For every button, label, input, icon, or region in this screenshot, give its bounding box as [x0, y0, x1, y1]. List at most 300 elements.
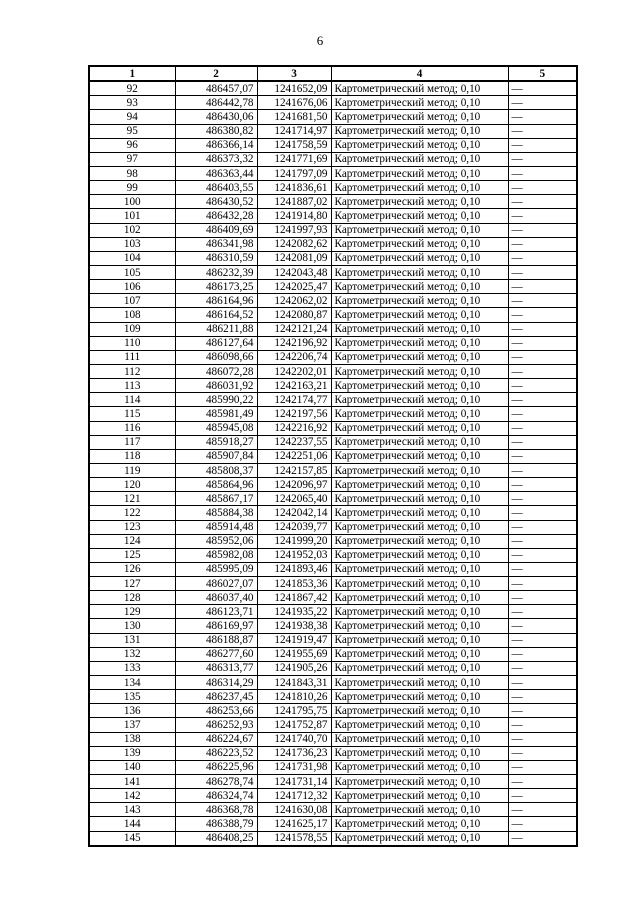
method-cell: Картометрический метод; 0,10 [331, 746, 508, 760]
x-coordinate-cell: 486211,88 [175, 322, 257, 336]
table-row [89, 265, 577, 279]
point-number-cell: 137 [89, 718, 175, 732]
description-cell: — [508, 223, 577, 237]
method-cell: Картометрический метод; 0,10 [331, 166, 508, 180]
y-coordinate-cell: 1241919,47 [257, 633, 331, 647]
x-coordinate-cell: 486225,96 [175, 760, 257, 774]
table-row [89, 124, 577, 138]
point-number-cell: 106 [89, 280, 175, 294]
table-row [89, 647, 577, 661]
method-cell: Картометрический метод; 0,10 [331, 421, 508, 435]
point-number-cell: 122 [89, 506, 175, 520]
x-coordinate-cell: 486380,82 [175, 124, 257, 138]
method-cell: Картометрический метод; 0,10 [331, 294, 508, 308]
method-cell: Картометрический метод; 0,10 [331, 280, 508, 294]
point-number-cell: 141 [89, 775, 175, 789]
y-coordinate-cell: 1241578,55 [257, 831, 331, 846]
method-cell: Картометрический метод; 0,10 [331, 520, 508, 534]
y-coordinate-cell: 1241938,38 [257, 619, 331, 633]
point-number-cell: 130 [89, 619, 175, 633]
method-cell: Картометрический метод; 0,10 [331, 96, 508, 110]
table-row [89, 251, 577, 265]
point-number-cell: 114 [89, 393, 175, 407]
description-cell: — [508, 831, 577, 846]
description-cell: — [508, 308, 577, 322]
method-cell: Картометрический метод; 0,10 [331, 760, 508, 774]
point-number-cell: 113 [89, 379, 175, 393]
point-number-cell: 143 [89, 803, 175, 817]
x-coordinate-cell: 486164,52 [175, 308, 257, 322]
description-cell: — [508, 364, 577, 378]
x-coordinate-cell: 486408,25 [175, 831, 257, 846]
method-cell: Картометрический метод; 0,10 [331, 379, 508, 393]
description-cell: — [508, 492, 577, 506]
description-cell: — [508, 96, 577, 110]
method-cell: Картометрический метод; 0,10 [331, 350, 508, 364]
y-coordinate-cell: 1242163,21 [257, 379, 331, 393]
table-row [89, 506, 577, 520]
y-coordinate-cell: 1241952,03 [257, 548, 331, 562]
table-row [89, 619, 577, 633]
method-cell: Картометрический метод; 0,10 [331, 591, 508, 605]
table-row [89, 548, 577, 562]
description-cell: — [508, 520, 577, 534]
x-coordinate-cell: 486223,52 [175, 746, 257, 760]
method-cell: Картометрический метод; 0,10 [331, 817, 508, 831]
table-row [89, 379, 577, 393]
y-coordinate-cell: 1241652,09 [257, 81, 331, 96]
method-cell: Картометрический метод; 0,10 [331, 789, 508, 803]
table-row [89, 633, 577, 647]
table-row [89, 520, 577, 534]
y-coordinate-cell: 1242237,55 [257, 435, 331, 449]
table-row [89, 393, 577, 407]
description-cell: — [508, 237, 577, 251]
table-row [89, 81, 577, 96]
table-row [89, 421, 577, 435]
x-coordinate-cell: 486430,52 [175, 195, 257, 209]
x-coordinate-cell: 486363,44 [175, 166, 257, 180]
x-coordinate-cell: 486098,66 [175, 350, 257, 364]
y-coordinate-cell: 1241681,50 [257, 110, 331, 124]
method-cell: Картометрический метод; 0,10 [331, 534, 508, 548]
table-row [89, 562, 577, 576]
point-number-cell: 135 [89, 690, 175, 704]
point-number-cell: 128 [89, 591, 175, 605]
x-coordinate-cell: 486252,93 [175, 718, 257, 732]
table-row [89, 152, 577, 166]
point-number-cell: 112 [89, 364, 175, 378]
y-coordinate-cell: 1241914,80 [257, 209, 331, 223]
method-cell: Картометрический метод; 0,10 [331, 463, 508, 477]
y-coordinate-cell: 1241712,32 [257, 789, 331, 803]
y-coordinate-cell: 1241752,87 [257, 718, 331, 732]
y-coordinate-cell: 1241843,31 [257, 676, 331, 690]
method-cell: Картометрический метод; 0,10 [331, 647, 508, 661]
y-coordinate-cell: 1242197,56 [257, 407, 331, 421]
table-row [89, 435, 577, 449]
method-cell: Картометрический метод; 0,10 [331, 336, 508, 350]
table-row [89, 803, 577, 817]
table-row [89, 789, 577, 803]
point-number-cell: 139 [89, 746, 175, 760]
table-row [89, 831, 577, 846]
description-cell: — [508, 534, 577, 548]
y-coordinate-cell: 1241736,23 [257, 746, 331, 760]
x-coordinate-cell: 486313,77 [175, 661, 257, 675]
method-cell: Картометрический метод; 0,10 [331, 195, 508, 209]
method-cell: Картометрический метод; 0,10 [331, 676, 508, 690]
method-cell: Картометрический метод; 0,10 [331, 661, 508, 675]
table-row [89, 591, 577, 605]
description-cell: — [508, 449, 577, 463]
point-number-cell: 124 [89, 534, 175, 548]
method-cell: Картометрический метод; 0,10 [331, 81, 508, 96]
description-cell: — [508, 209, 577, 223]
y-coordinate-cell: 1241935,22 [257, 605, 331, 619]
description-cell: — [508, 195, 577, 209]
x-coordinate-cell: 485867,17 [175, 492, 257, 506]
table-row [89, 817, 577, 831]
method-cell: Картометрический метод; 0,10 [331, 223, 508, 237]
x-coordinate-cell: 486432,28 [175, 209, 257, 223]
point-number-cell: 127 [89, 577, 175, 591]
point-number-cell: 129 [89, 605, 175, 619]
x-coordinate-cell: 486164,96 [175, 294, 257, 308]
y-coordinate-cell: 1241795,75 [257, 704, 331, 718]
x-coordinate-cell: 485990,22 [175, 393, 257, 407]
x-coordinate-cell: 486314,29 [175, 676, 257, 690]
method-cell: Картометрический метод; 0,10 [331, 407, 508, 421]
table-row [89, 690, 577, 704]
x-coordinate-cell: 486253,66 [175, 704, 257, 718]
table-row [89, 110, 577, 124]
y-coordinate-cell: 1241676,06 [257, 96, 331, 110]
y-coordinate-cell: 1242157,85 [257, 463, 331, 477]
description-cell: — [508, 251, 577, 265]
method-cell: Картометрический метод; 0,10 [331, 619, 508, 633]
y-coordinate-cell: 1241714,97 [257, 124, 331, 138]
point-number-cell: 138 [89, 732, 175, 746]
point-number-cell: 110 [89, 336, 175, 350]
y-coordinate-cell: 1242121,24 [257, 322, 331, 336]
method-cell: Картометрический метод; 0,10 [331, 732, 508, 746]
method-cell: Картометрический метод; 0,10 [331, 704, 508, 718]
table-row [89, 138, 577, 152]
method-cell: Картометрический метод; 0,10 [331, 308, 508, 322]
x-coordinate-cell: 486127,64 [175, 336, 257, 350]
coordinates-table [88, 65, 578, 847]
y-coordinate-cell: 1242174,77 [257, 393, 331, 407]
y-coordinate-cell: 1241810,26 [257, 690, 331, 704]
x-coordinate-cell: 486188,87 [175, 633, 257, 647]
table-row [89, 577, 577, 591]
method-cell: Картометрический метод; 0,10 [331, 181, 508, 195]
y-coordinate-cell: 1242039,77 [257, 520, 331, 534]
y-coordinate-cell: 1241999,20 [257, 534, 331, 548]
method-cell: Картометрический метод; 0,10 [331, 322, 508, 336]
point-number-cell: 145 [89, 831, 175, 846]
description-cell: — [508, 124, 577, 138]
description-cell: — [508, 336, 577, 350]
y-coordinate-cell: 1241887,02 [257, 195, 331, 209]
table-row [89, 534, 577, 548]
y-coordinate-cell: 1242043,48 [257, 265, 331, 279]
x-coordinate-cell: 485864,96 [175, 478, 257, 492]
x-coordinate-cell: 486224,67 [175, 732, 257, 746]
x-coordinate-cell: 486232,39 [175, 265, 257, 279]
y-coordinate-cell: 1241731,14 [257, 775, 331, 789]
point-number-cell: 116 [89, 421, 175, 435]
point-number-cell: 100 [89, 195, 175, 209]
point-number-cell: 105 [89, 265, 175, 279]
method-cell: Картометрический метод; 0,10 [331, 152, 508, 166]
description-cell: — [508, 690, 577, 704]
header-row [89, 66, 577, 81]
table-row [89, 760, 577, 774]
table-row [89, 676, 577, 690]
y-coordinate-cell: 1241836,61 [257, 181, 331, 195]
y-coordinate-cell: 1242216,92 [257, 421, 331, 435]
x-coordinate-cell: 486366,14 [175, 138, 257, 152]
column-header-point-number: 1 [89, 66, 175, 81]
x-coordinate-cell: 486430,06 [175, 110, 257, 124]
table-row [89, 336, 577, 350]
point-number-cell: 98 [89, 166, 175, 180]
description-cell: — [508, 506, 577, 520]
x-coordinate-cell: 486169,97 [175, 619, 257, 633]
description-cell: — [508, 478, 577, 492]
description-cell: — [508, 591, 577, 605]
point-number-cell: 144 [89, 817, 175, 831]
description-cell: — [508, 294, 577, 308]
description-cell: — [508, 562, 577, 576]
y-coordinate-cell: 1242196,92 [257, 336, 331, 350]
y-coordinate-cell: 1241758,59 [257, 138, 331, 152]
x-coordinate-cell: 485808,37 [175, 463, 257, 477]
y-coordinate-cell: 1241797,09 [257, 166, 331, 180]
table-row [89, 181, 577, 195]
description-cell: — [508, 661, 577, 675]
description-cell: — [508, 760, 577, 774]
x-coordinate-cell: 486031,92 [175, 379, 257, 393]
x-coordinate-cell: 485884,38 [175, 506, 257, 520]
method-cell: Картометрический метод; 0,10 [331, 124, 508, 138]
method-cell: Картометрический метод; 0,10 [331, 690, 508, 704]
point-number-cell: 99 [89, 181, 175, 195]
table-header [89, 66, 577, 81]
method-cell: Картометрический метод; 0,10 [331, 435, 508, 449]
method-cell: Картометрический метод; 0,10 [331, 803, 508, 817]
y-coordinate-cell: 1242251,06 [257, 449, 331, 463]
point-number-cell: 108 [89, 308, 175, 322]
table-row [89, 322, 577, 336]
table-body [89, 81, 577, 846]
description-cell: — [508, 407, 577, 421]
x-coordinate-cell: 486373,32 [175, 152, 257, 166]
point-number-cell: 123 [89, 520, 175, 534]
point-number-cell: 111 [89, 350, 175, 364]
method-cell: Картометрический метод; 0,10 [331, 548, 508, 562]
description-cell: — [508, 166, 577, 180]
x-coordinate-cell: 485981,49 [175, 407, 257, 421]
description-cell: — [508, 548, 577, 562]
y-coordinate-cell: 1241731,98 [257, 760, 331, 774]
x-coordinate-cell: 486237,45 [175, 690, 257, 704]
x-coordinate-cell: 486442,78 [175, 96, 257, 110]
point-number-cell: 93 [89, 96, 175, 110]
point-number-cell: 109 [89, 322, 175, 336]
table-row [89, 237, 577, 251]
y-coordinate-cell: 1241630,08 [257, 803, 331, 817]
description-cell: — [508, 647, 577, 661]
description-cell: — [508, 138, 577, 152]
method-cell: Картометрический метод; 0,10 [331, 209, 508, 223]
method-cell: Картометрический метод; 0,10 [331, 562, 508, 576]
description-cell: — [508, 619, 577, 633]
description-cell: — [508, 676, 577, 690]
table-row [89, 661, 577, 675]
y-coordinate-cell: 1242082,62 [257, 237, 331, 251]
table-row [89, 223, 577, 237]
x-coordinate-cell: 486403,55 [175, 181, 257, 195]
x-coordinate-cell: 486457,07 [175, 81, 257, 96]
method-cell: Картометрический метод; 0,10 [331, 265, 508, 279]
table-row [89, 463, 577, 477]
point-number-cell: 136 [89, 704, 175, 718]
table-row [89, 195, 577, 209]
point-number-cell: 107 [89, 294, 175, 308]
column-header-method: 4 [331, 66, 508, 81]
method-cell: Картометрический метод; 0,10 [331, 775, 508, 789]
column-header-description: 5 [508, 66, 577, 81]
y-coordinate-cell: 1242080,87 [257, 308, 331, 322]
description-cell: — [508, 718, 577, 732]
point-number-cell: 103 [89, 237, 175, 251]
table-row [89, 308, 577, 322]
table-row [89, 492, 577, 506]
y-coordinate-cell: 1241853,36 [257, 577, 331, 591]
description-cell: — [508, 775, 577, 789]
y-coordinate-cell: 1242065,40 [257, 492, 331, 506]
point-number-cell: 142 [89, 789, 175, 803]
method-cell: Картометрический метод; 0,10 [331, 577, 508, 591]
y-coordinate-cell: 1242062,02 [257, 294, 331, 308]
point-number-cell: 95 [89, 124, 175, 138]
method-cell: Картометрический метод; 0,10 [331, 478, 508, 492]
method-cell: Картометрический метод; 0,10 [331, 364, 508, 378]
table-row [89, 449, 577, 463]
x-coordinate-cell: 486409,69 [175, 223, 257, 237]
x-coordinate-cell: 485982,08 [175, 548, 257, 562]
description-cell: — [508, 81, 577, 96]
description-cell: — [508, 379, 577, 393]
x-coordinate-cell: 485952,06 [175, 534, 257, 548]
description-cell: — [508, 393, 577, 407]
x-coordinate-cell: 485995,09 [175, 562, 257, 576]
method-cell: Картометрический метод; 0,10 [331, 718, 508, 732]
table-row [89, 96, 577, 110]
method-cell: Картометрический метод; 0,10 [331, 110, 508, 124]
x-coordinate-cell: 486072,28 [175, 364, 257, 378]
method-cell: Картометрический метод; 0,10 [331, 393, 508, 407]
x-coordinate-cell: 485914,48 [175, 520, 257, 534]
point-number-cell: 117 [89, 435, 175, 449]
y-coordinate-cell: 1241625,17 [257, 817, 331, 831]
column-header-y: 3 [257, 66, 331, 81]
method-cell: Картометрический метод; 0,10 [331, 138, 508, 152]
table-row [89, 294, 577, 308]
description-cell: — [508, 577, 577, 591]
point-number-cell: 102 [89, 223, 175, 237]
x-coordinate-cell: 486324,74 [175, 789, 257, 803]
description-cell: — [508, 435, 577, 449]
method-cell: Картометрический метод; 0,10 [331, 251, 508, 265]
point-number-cell: 140 [89, 760, 175, 774]
y-coordinate-cell: 1241997,93 [257, 223, 331, 237]
y-coordinate-cell: 1242081,09 [257, 251, 331, 265]
description-cell: — [508, 280, 577, 294]
table-row [89, 478, 577, 492]
method-cell: Картометрический метод; 0,10 [331, 831, 508, 846]
description-cell: — [508, 704, 577, 718]
description-cell: — [508, 633, 577, 647]
point-number-cell: 132 [89, 647, 175, 661]
point-number-cell: 104 [89, 251, 175, 265]
description-cell: — [508, 463, 577, 477]
point-number-cell: 126 [89, 562, 175, 576]
table-row [89, 209, 577, 223]
x-coordinate-cell: 486341,98 [175, 237, 257, 251]
y-coordinate-cell: 1242206,74 [257, 350, 331, 364]
table-row [89, 775, 577, 789]
table-row [89, 407, 577, 421]
description-cell: — [508, 152, 577, 166]
table-row [89, 350, 577, 364]
description-cell: — [508, 746, 577, 760]
point-number-cell: 119 [89, 463, 175, 477]
x-coordinate-cell: 486123,71 [175, 605, 257, 619]
point-number-cell: 97 [89, 152, 175, 166]
x-coordinate-cell: 486310,59 [175, 251, 257, 265]
point-number-cell: 120 [89, 478, 175, 492]
point-number-cell: 121 [89, 492, 175, 506]
method-cell: Картометрический метод; 0,10 [331, 492, 508, 506]
method-cell: Картометрический метод; 0,10 [331, 506, 508, 520]
x-coordinate-cell: 486368,78 [175, 803, 257, 817]
y-coordinate-cell: 1242042,14 [257, 506, 331, 520]
point-number-cell: 115 [89, 407, 175, 421]
page-number: 6 [316, 33, 324, 48]
description-cell: — [508, 817, 577, 831]
description-cell: — [508, 803, 577, 817]
description-cell: — [508, 789, 577, 803]
description-cell: — [508, 350, 577, 364]
y-coordinate-cell: 1242025,47 [257, 280, 331, 294]
y-coordinate-cell: 1241893,46 [257, 562, 331, 576]
x-coordinate-cell: 486173,25 [175, 280, 257, 294]
y-coordinate-cell: 1242202,01 [257, 364, 331, 378]
point-number-cell: 125 [89, 548, 175, 562]
x-coordinate-cell: 486277,60 [175, 647, 257, 661]
table-row [89, 704, 577, 718]
table-row [89, 746, 577, 760]
table-row [89, 605, 577, 619]
point-number-cell: 92 [89, 81, 175, 96]
method-cell: Картометрический метод; 0,10 [331, 605, 508, 619]
x-coordinate-cell: 485918,27 [175, 435, 257, 449]
description-cell: — [508, 732, 577, 746]
